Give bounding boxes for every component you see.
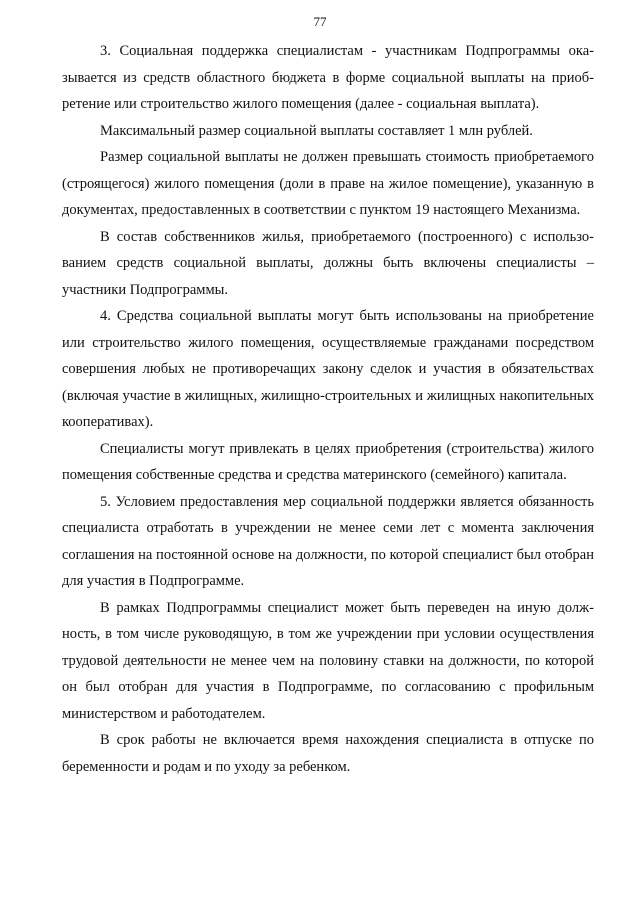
- paragraph-ownership: В состав собственников жилья, приобретаемого (построенного) с использованием средств социальной выплаты, должны быть включены специалисты – участники Подпрограммы.: [62, 228, 594, 298]
- paragraph-5-work-obligation: 5. Условием предоставления мер социальной поддержки является обязанность специалиста отработать в учреждении не менее семи лет с момента заключения соглашения на постоянной основе на должности, по которой специалист был отобран для участия в Подпрограмме.: [62, 493, 594, 589]
- paragraph-leave-exclusion: В срок работы не включается время нахождения специалиста в отпуске по беременности и родам и по уходу за ребенком.: [62, 732, 594, 775]
- paragraph-own-funds: Специалисты могут привлекать в целях приобретения (строительства) жилого помещения собственные средства и средства материнского (семейного) капитала.: [62, 440, 594, 483]
- paragraph-transfer: В рамках Подпрограммы специалист может быть переведен на иную должность, в том числе руководящую, в том же учреждении при условии осуществления трудовой деятельности не менее чем на половину ставки на должности, по которой он был отобран для участия в Подпрограмме, по согласованию с профильным министерством и работодателем.: [62, 599, 594, 722]
- paragraph-4-use-of-funds: 4. Средства социальной выплаты могут быть использованы на приобретение или строительство жилого помещения, осуществляемые гражданами посредством совершения любых не противоречащих закону сделок и участия в обязательствах (включая участие в жилищных, жилищно-строительных и жилищных накопительных кооперативах).: [62, 308, 594, 430]
- paragraph-payment-limit: Размер социальной выплаты не должен превышать стоимость приобретаемого (строящегося) жилого помещения (доли в праве на жилое помещение), указанную в документах, предоставленных в соответствии с пунктом 19 настоящего Механизма.: [62, 149, 594, 218]
- paragraph-max-payment: Максимальный размер социальной выплаты составляет 1 млн рублей.: [100, 122, 533, 139]
- paragraph-3-support: 3. Социальная поддержка специалистам - участникам Подпрограммы оказывается из средств областного бюджета в форме социальной выплаты на приобретение или строительство жилого помещения (далее - социальная выплата).: [62, 43, 594, 112]
- document-body: [62, 38, 594, 780]
- page-number: 77: [313, 14, 327, 29]
